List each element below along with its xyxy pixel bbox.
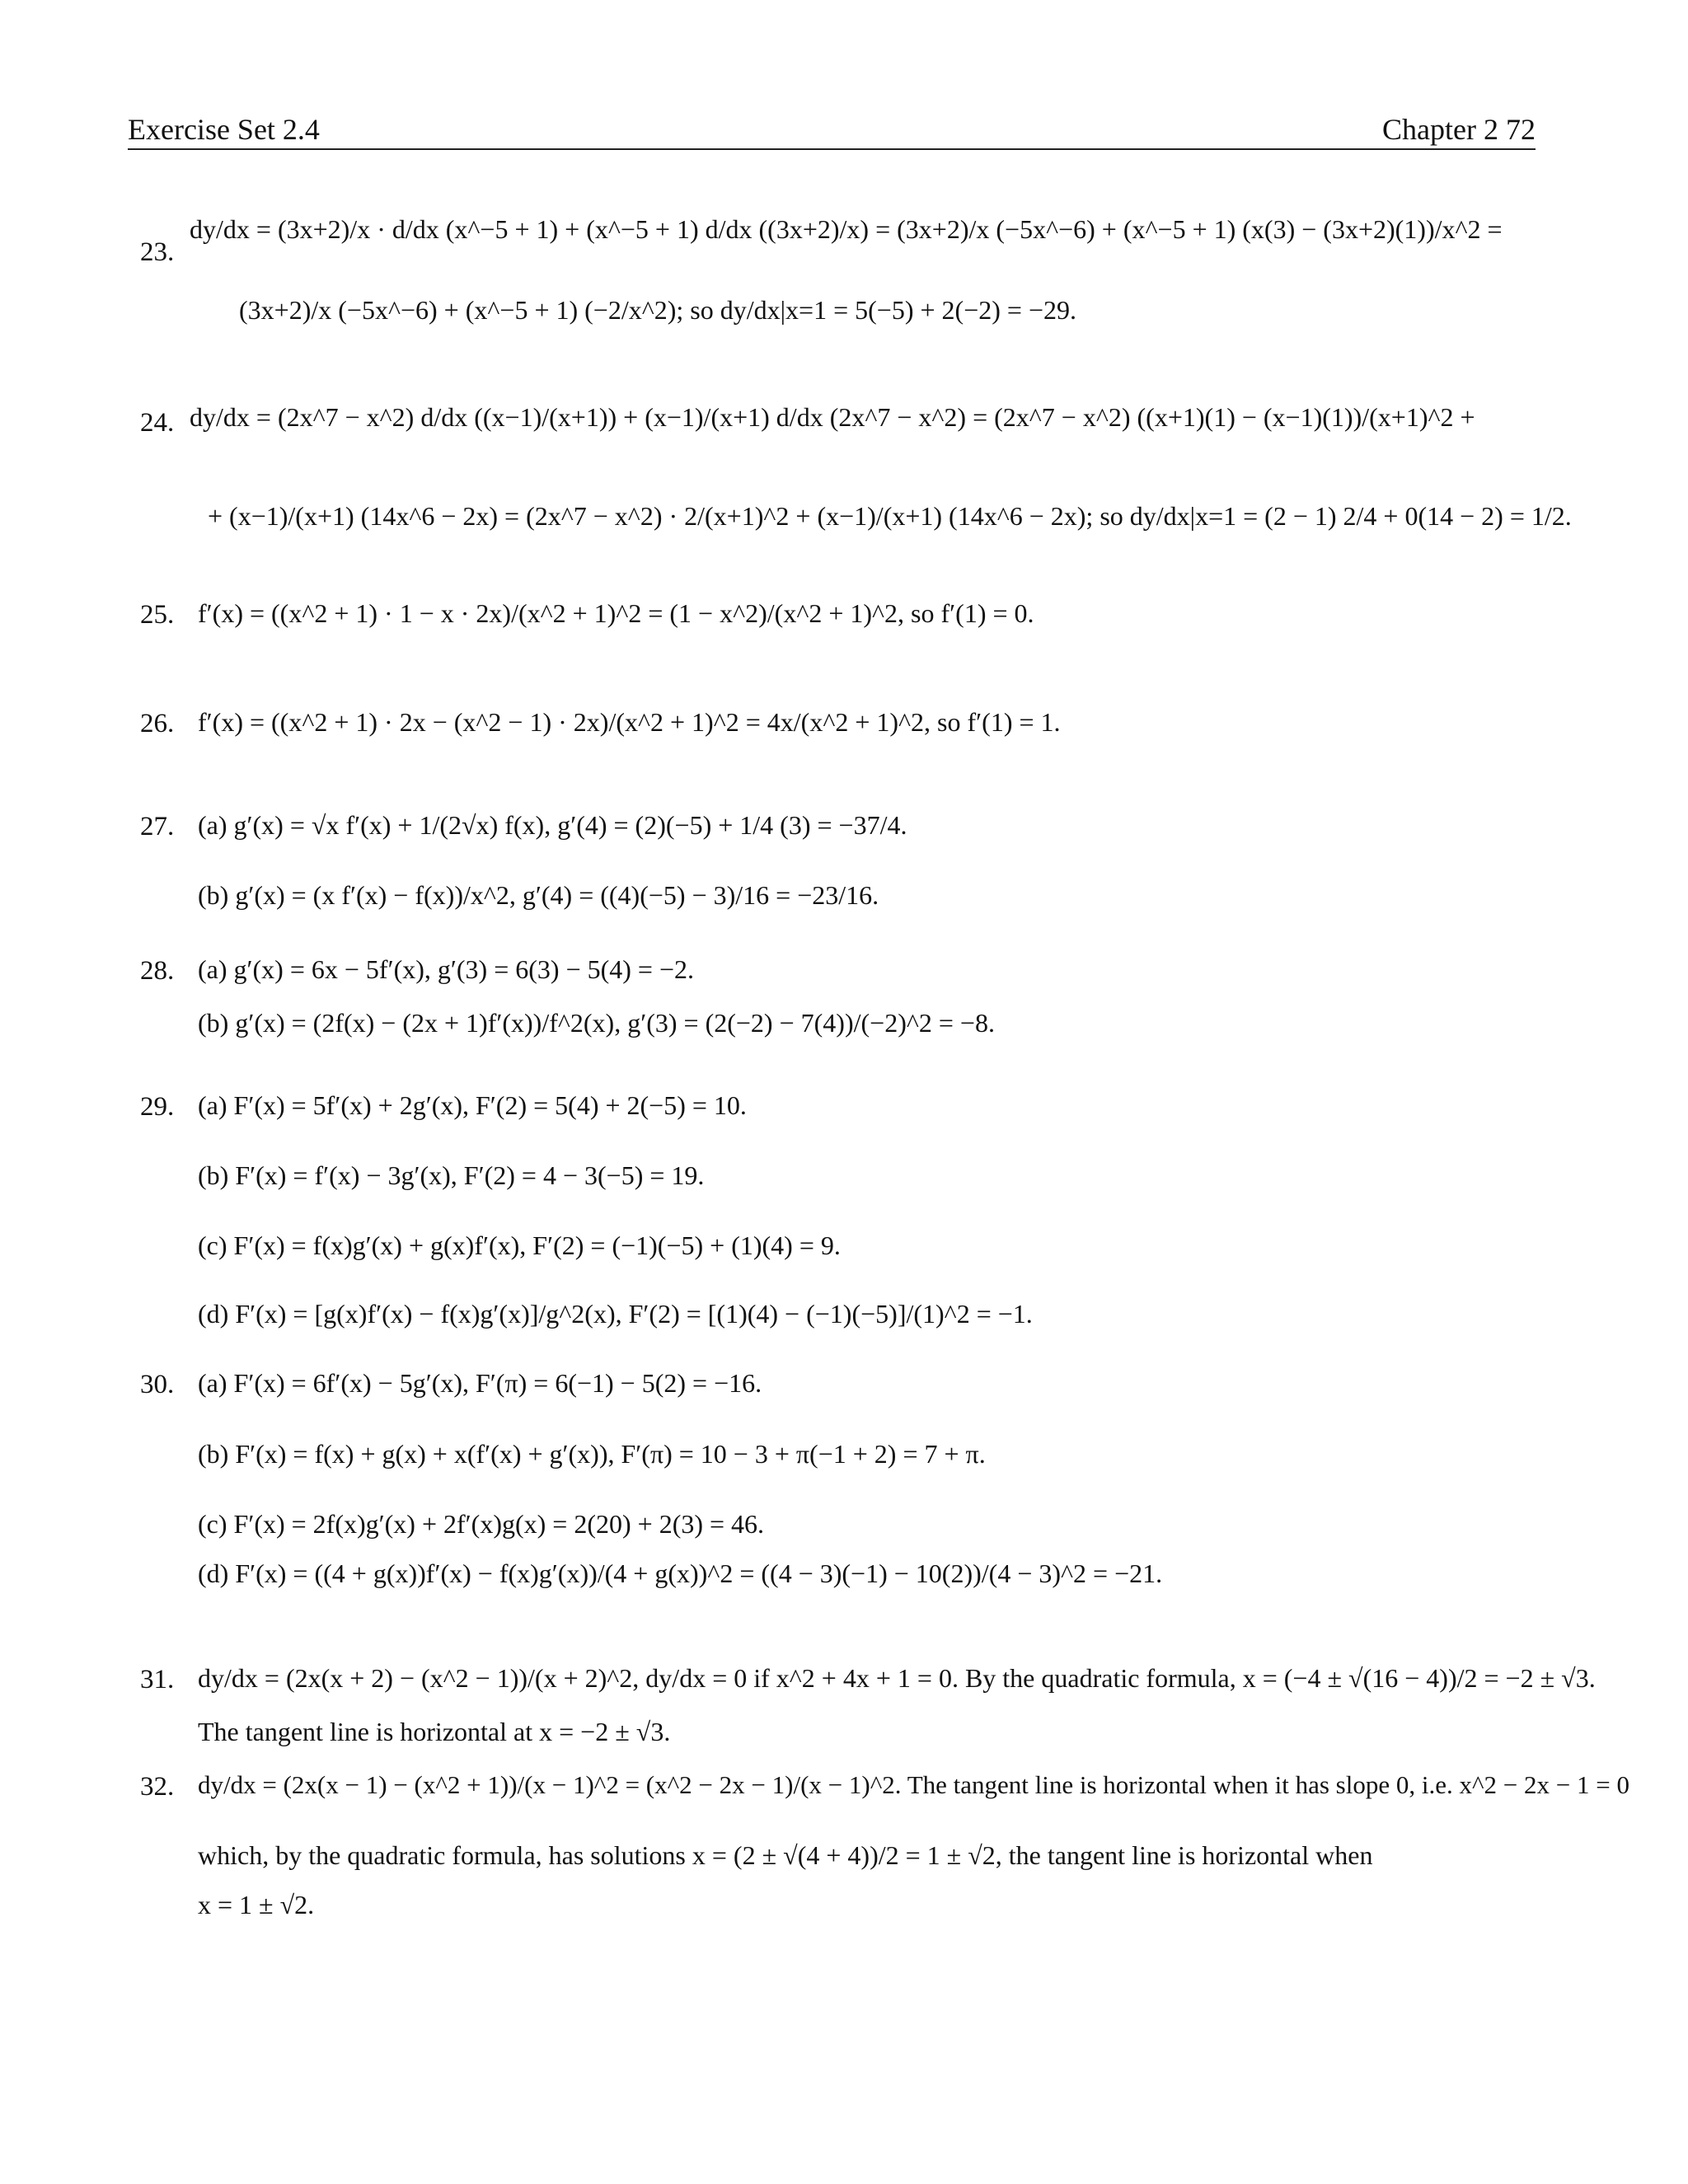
solution-line: (b) F′(x) = f′(x) − 3g′(x), F′(2) = 4 − 3(−5) = 19. — [198, 1160, 705, 1190]
problem-label: 26. — [140, 709, 175, 738]
solution-line: + (x−1)/(x+1) (14x^6 − 2x) = (2x^7 − x^2) · 2/(x+1)^2 + (x−1)/(x+1) (14x^6 − 2x); so dy/dx|x=1 = (2 − 1) 2/4 + 0(14 − 2) = 1/2. — [208, 501, 1572, 531]
problem-label: 32. — [140, 1772, 175, 1802]
solution-line: (a) g′(x) = √x f′(x) + 1/(2√x) f(x), g′(4) = (2)(−5) + 1/4 (3) = −37/4. — [198, 810, 907, 840]
page-header — [128, 105, 1536, 150]
solution-line: (c) F′(x) = f(x)g′(x) + g(x)f′(x), F′(2) = (−1)(−5) + (1)(4) = 9. — [198, 1230, 841, 1260]
solution-line: (a) g′(x) = 6x − 5f′(x), g′(3) = 6(3) − 5(4) = −2. — [198, 954, 695, 984]
problem-label: 27. — [140, 812, 175, 841]
problem-label: 28. — [140, 956, 175, 986]
solution-line: (b) F′(x) = f(x) + g(x) + x(f′(x) + g′(x)), F′(π) = 10 − 3 + π(−1 + 2) = 7 + π. — [198, 1439, 986, 1469]
solution-line: (d) F′(x) = ((4 + g(x))f′(x) − f(x)g′(x))/(4 + g(x))^2 = ((4 − 3)(−1) − 10(2))/(4 − 3)^2 = −21. — [198, 1558, 1163, 1588]
problem-label: 25. — [140, 600, 175, 630]
solution-line: (c) F′(x) = 2f(x)g′(x) + 2f′(x)g(x) = 2(20) + 2(3) = 46. — [198, 1509, 765, 1539]
solution-line: f′(x) = ((x^2 + 1) · 1 − x · 2x)/(x^2 + 1)^2 = (1 − x^2)/(x^2 + 1)^2, so f′(1) = 0. — [198, 598, 1034, 628]
chapter-label: Chapter 2 — [1382, 113, 1498, 146]
problem-label: 30. — [140, 1370, 175, 1399]
solution-line: (b) g′(x) = (2f(x) − (2x + 1)f′(x))/f^2(x), g′(3) = (2(−2) − 7(4))/(−2)^2 = −8. — [198, 1008, 995, 1038]
problem-label: 23. — [140, 237, 175, 267]
solution-line: dy/dx = (3x+2)/x · d/dx (x^−5 + 1) + (x^−5 + 1) d/dx ((3x+2)/x) = (3x+2)/x (−5x^−6) + (x^−5 + 1) (x(3) − (3x+2)(1))/x^2 = — [190, 214, 1503, 244]
solution-line: (a) F′(x) = 6f′(x) − 5g′(x), F′(π) = 6(−1) − 5(2) = −16. — [198, 1368, 762, 1398]
solution-line: (d) F′(x) = [g(x)f′(x) − f(x)g′(x)]/g^2(x), F′(2) = [(1)(4) − (−1)(−5)]/(1)^2 = −1. — [198, 1299, 1033, 1329]
problem-label: 29. — [140, 1092, 175, 1122]
section-title: Exercise Set 2.4 — [128, 113, 320, 146]
problem-label: 31. — [140, 1665, 175, 1694]
solution-line: f′(x) = ((x^2 + 1) · 2x − (x^2 − 1) · 2x)/(x^2 + 1)^2 = 4x/(x^2 + 1)^2, so f′(1) = 1. — [198, 707, 1061, 737]
solution-line: dy/dx = (2x(x + 2) − (x^2 − 1))/(x + 2)^2, dy/dx = 0 if x^2 + 4x + 1 = 0. By the quadratic formula, x = (−4 ± √(16 − 4))/2 = −2 ± √3. — [198, 1663, 1596, 1693]
solution-line: dy/dx = (2x^7 − x^2) d/dx ((x−1)/(x+1)) + (x−1)/(x+1) d/dx (2x^7 − x^2) = (2x^7 − x^2) ((x+1)(1) − (x−1)(1))/(x+1)^2 + — [190, 402, 1475, 432]
solution-line: dy/dx = (2x(x − 1) − (x^2 + 1))/(x − 1)^2 = (x^2 − 2x − 1)/(x − 1)^2. The tangent line is horizontal when it has slope 0, i.e. x^2 − 2x − 1 = 0 — [198, 1770, 1629, 1799]
solution-line: x = 1 ± √2. — [198, 1890, 315, 1919]
solution-line: (a) F′(x) = 5f′(x) + 2g′(x), F′(2) = 5(4) + 2(−5) = 10. — [198, 1090, 747, 1120]
solution-line: (b) g′(x) = (x f′(x) − f(x))/x^2, g′(4) = ((4)(−5) − 3)/16 = −23/16. — [198, 880, 879, 910]
solution-line: (3x+2)/x (−5x^−6) + (x^−5 + 1) (−2/x^2); so dy/dx|x=1 = 5(−5) + 2(−2) = −29. — [239, 295, 1076, 325]
solution-line: which, by the quadratic formula, has solutions x = (2 ± √(4 + 4))/2 = 1 ± √2, the tangent line is horizontal when — [198, 1840, 1373, 1870]
page-number: 72 — [1506, 113, 1536, 146]
chapter-title — [1382, 112, 1536, 147]
solution-line: The tangent line is horizontal at x = −2 ± √3. — [198, 1717, 671, 1746]
problem-label: 24. — [140, 408, 175, 438]
